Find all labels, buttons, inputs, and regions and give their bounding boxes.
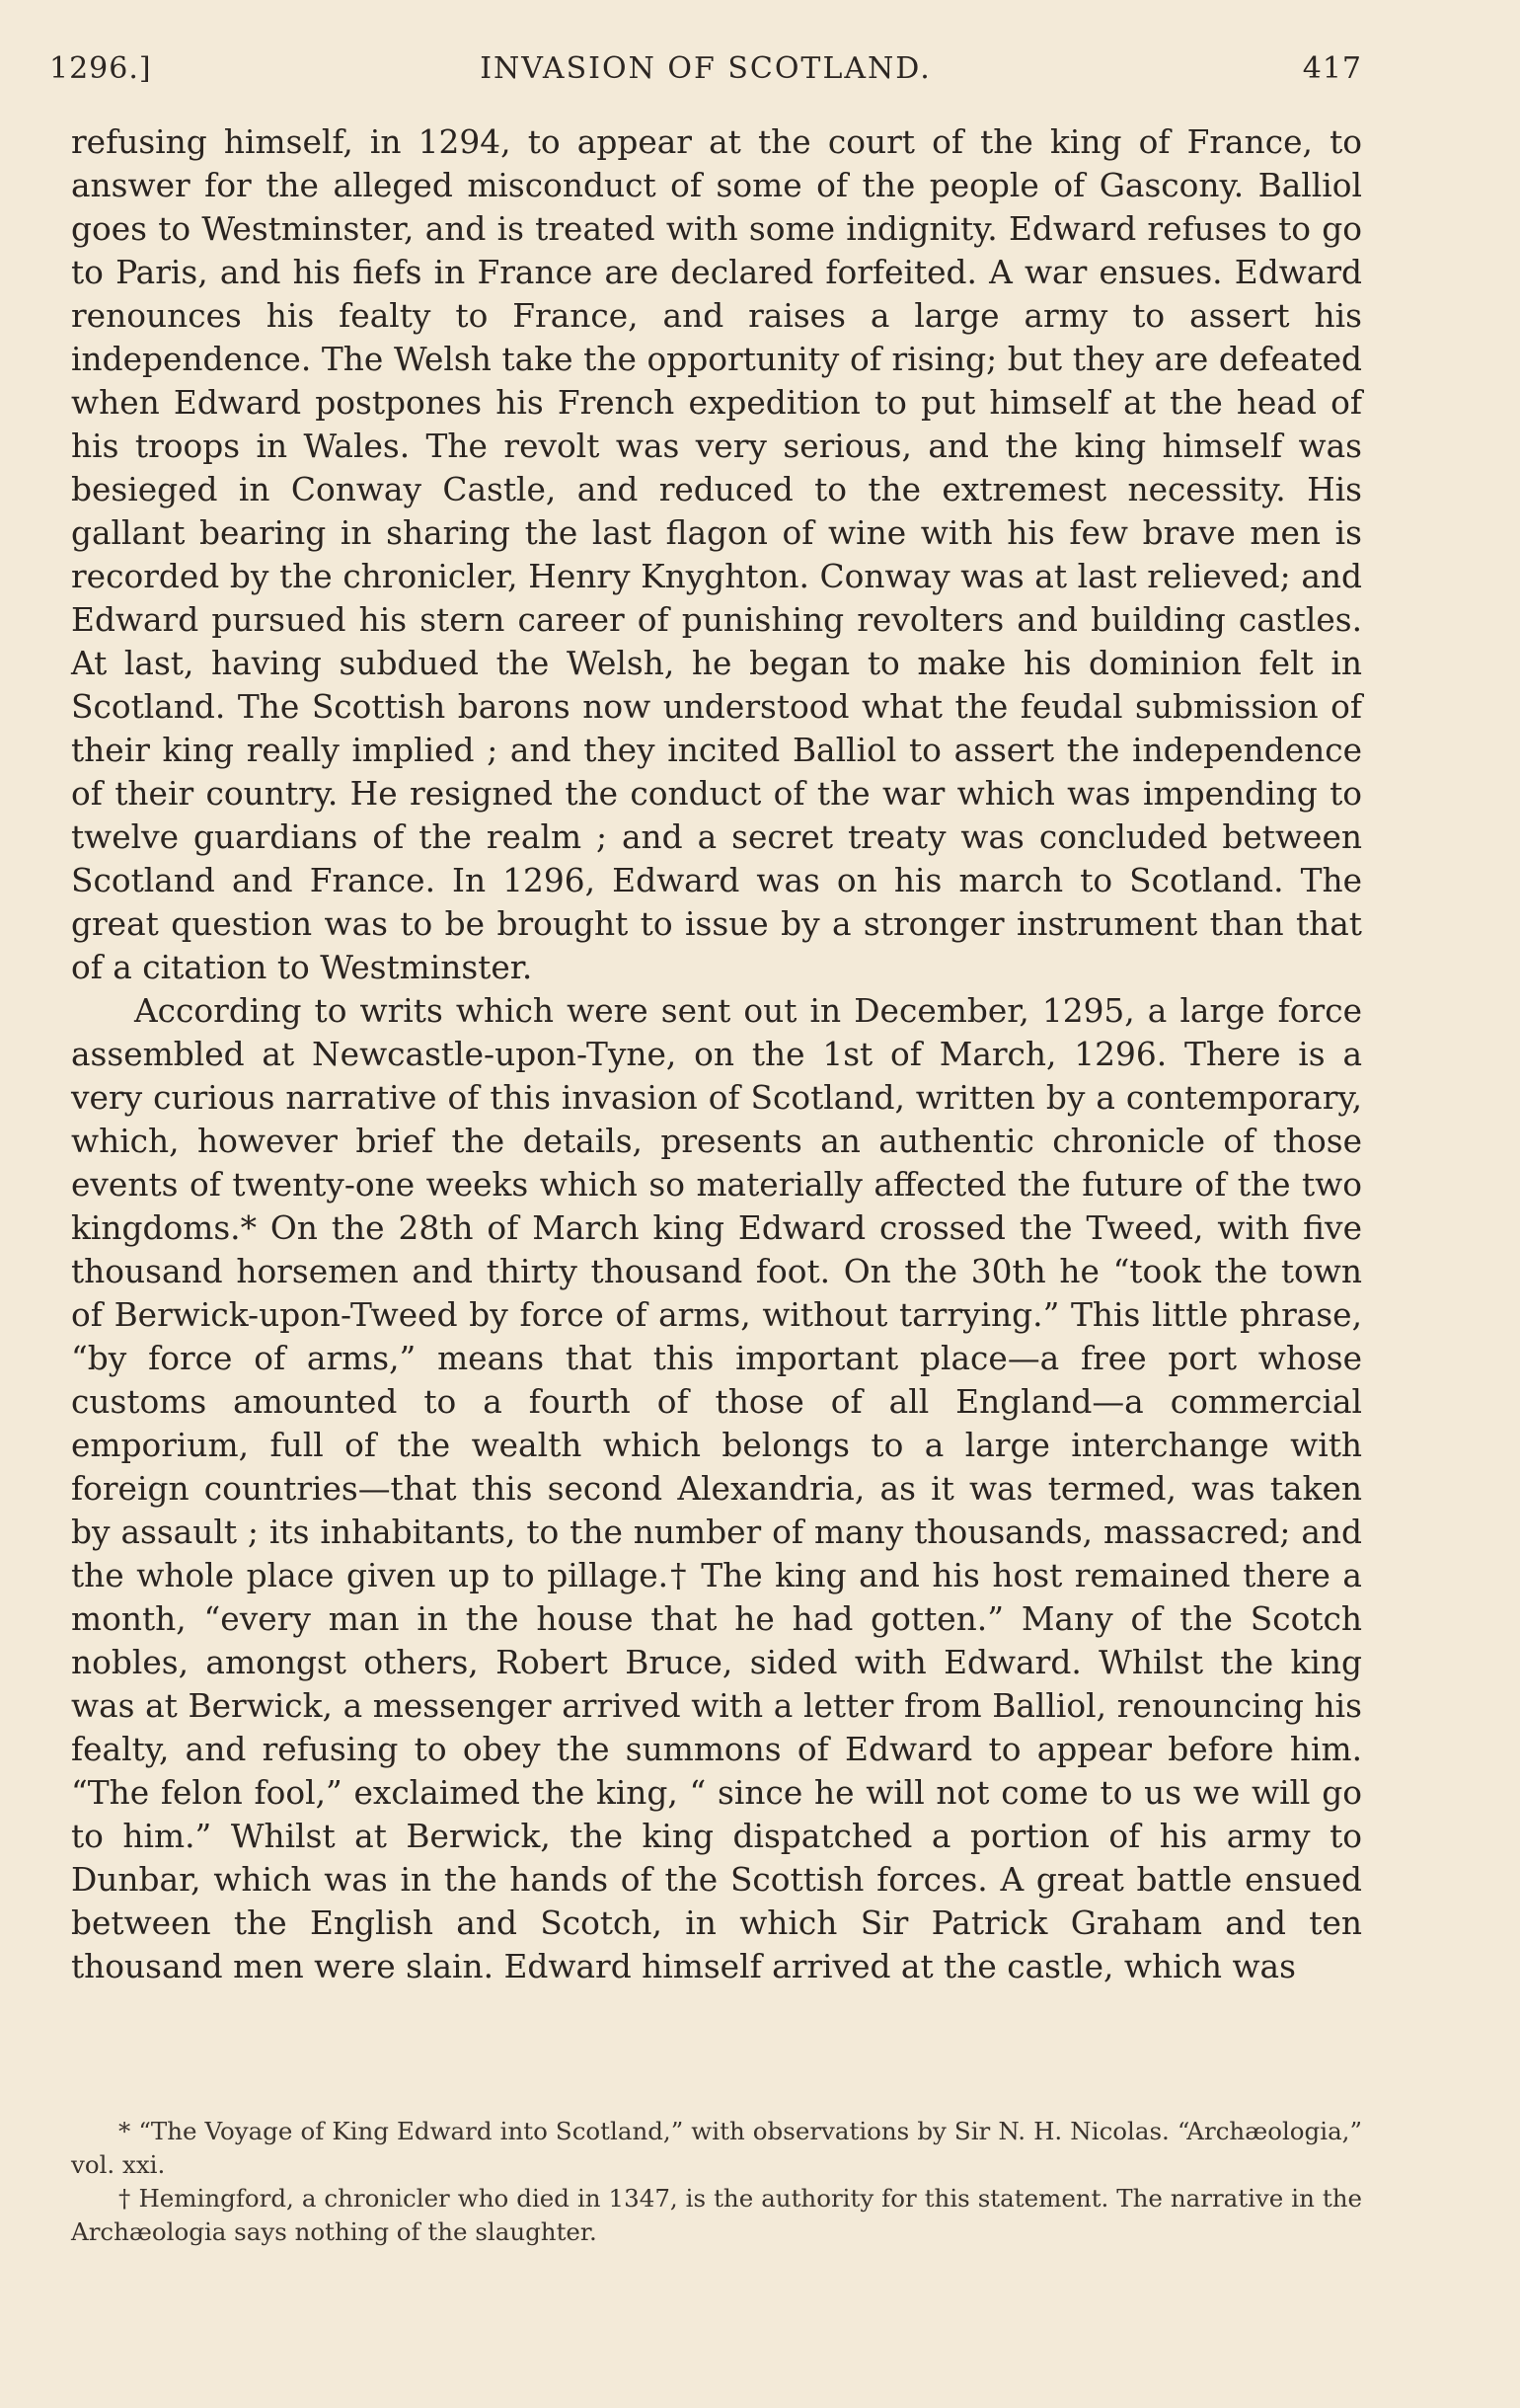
running-head [49,51,1362,91]
paragraph-invasion: According to writs which were sent out in December, 1295, a large force assembled at Newcastle-upon-Tyne, on the 1st of March, 1296. There is a very curious narrative of this invasion of Scotland, written by a contemporary, which, however brief the details, presents an authentic chronicle of those events of twenty-one weeks which so materially affected the future of the two kingdoms.* On the 28th of March king Edward crossed the Tweed, with five thousand horsemen and thirty thousand foot. On the 30th he “took the town of Berwick-upon-Tweed by force of arms, without tarrying.” This little phrase, “by force of arms,” means that this important place—a free port whose customs amounted to a fourth of those of all England—a commercial emporium, full of the wealth which belongs to a large interchange with foreign countries—that this second Alexandria, as it was termed, was taken by assault ; its inhabitants, to the number of many thousands, massacred; and the whole place given up to pillage.† The king and his host remained there a month, “every man in the house that he had gotten.” Many of the Scotch nobles, amongst others, Robert Bruce, sided with Edward. Whilst the king was at Berwick, a messenger arrived with a letter from Balliol, renouncing his fealty, and refusing to obey the summons of Edward to appear before him. “The felon fool,” exclaimed the king, “ since he will not come to us we will go to him.” Whilst at Berwick, the king dispatched a portion of his army to Dunbar, which was in the hands of the Scottish forces. A great battle ensued between the English and Scotch, in which Sir Patrick Graham and ten thousand men were slain. Edward himself arrived at the castle, which was [71,992,1362,1985]
running-head-year: 1296.] [49,51,152,86]
running-head-title: INVASION OF SCOTLAND. [480,51,932,86]
footnote-asterisk: * “The Voyage of King Edward into Scotland,” with observations by Sir N. H. Nicolas. “Archæologia,” vol. xxi. [71,2117,1362,2179]
footnotes [71,2115,1362,2249]
footnote-dagger: † Hemingford, a chronicler who died in 1347, is the authority for this statement. The narrative in the Archæologia says nothing of the slaughter. [71,2184,1362,2246]
page-number: 417 [1302,51,1362,86]
paragraph-continuation: refusing himself, in 1294, to appear at the court of the king of France, to answer for the alleged misconduct of some of the people of Gascony. Balliol goes to Westminster, and is treated with some indignity. Edward refuses to go to Paris, and his fiefs in France are declared forfeited. A war ensues. Edward renounces his fealty to France, and raises a large army to assert his independence. The Welsh take the opportunity of rising; but they are defeated when Edward postpones his French expedition to put himself at the head of his troops in Wales. The revolt was very serious, and the king himself was besieged in Conway Castle, and reduced to the extremest necessity. His gallant bearing in sharing the last flagon of wine with his few brave men is recorded by the chronicler, Henry Knyghton. Conway was at last relieved; and Edward pursued his stern career of punishing revolters and building castles. At last, having subdued the Welsh, he began to make his dominion felt in Scotland. The Scottish barons now understood what the feudal submission of their king really implied ; and they incited Balliol to assert the independence of their country. He resigned the conduct of the war which was impending to twelve guardians of the realm ; and a secret treaty was concluded between Scotland and France. In 1296, Edward was on his march to Scotland. The great question was to be brought to issue by a stronger instrument than that of a citation to Westminster. [71,123,1362,986]
main-text [71,120,1362,1988]
